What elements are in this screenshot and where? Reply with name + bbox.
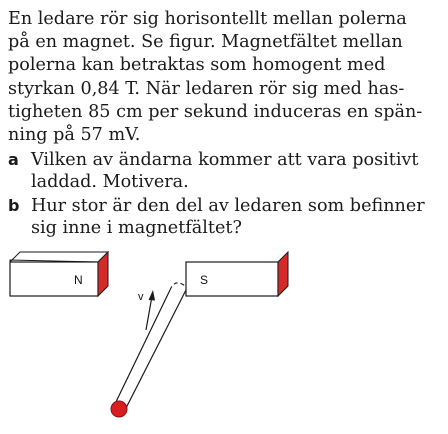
question-a bbox=[8, 149, 440, 193]
intro-line: på en magnet. Se figur. Magnetfältet mellan bbox=[8, 32, 403, 53]
intro-line: ning på 57 mV. bbox=[8, 125, 141, 146]
south-pole-face bbox=[278, 252, 288, 296]
north-pole-magnet bbox=[10, 252, 108, 434]
velocity-arrow-shaft bbox=[146, 296, 152, 330]
intro-line: tigheten 85 cm per sekund induceras en spän- bbox=[8, 101, 423, 122]
north-pole-top-face bbox=[10, 252, 108, 262]
problem-text bbox=[8, 8, 440, 239]
conductor-edge-left bbox=[114, 290, 170, 406]
question-letter-b: b bbox=[8, 196, 20, 216]
conductor bbox=[111, 283, 187, 417]
conductor-top-end bbox=[170, 283, 187, 290]
question-line: laddad. Motivera. bbox=[31, 172, 189, 193]
question-line: Hur stor är den del av ledaren som befinner bbox=[31, 196, 425, 217]
question-b bbox=[8, 195, 440, 239]
north-pole-front-face bbox=[10, 262, 98, 296]
conductor-bottom-end bbox=[111, 401, 127, 417]
magnet-figure bbox=[0, 273, 448, 434]
intro-line: styrkan 0,84 T. När ledaren rör sig med has- bbox=[8, 78, 405, 99]
velocity-label: v bbox=[138, 291, 144, 303]
question-line: Vilken av ändarna kommer att vara positivt bbox=[31, 150, 419, 171]
intro-line: En ledare rör sig horisontellt mellan polerna bbox=[8, 9, 407, 29]
north-pole-face bbox=[98, 252, 108, 296]
north-pole-label: N bbox=[74, 273, 83, 287]
conductor-edge-right bbox=[124, 290, 186, 412]
south-pole-label: S bbox=[200, 273, 209, 287]
velocity-arrow-head bbox=[149, 290, 156, 301]
question-line: sig inne i magnetfältet? bbox=[31, 218, 242, 239]
question-letter-a: a bbox=[8, 150, 19, 170]
velocity-arrow bbox=[138, 290, 155, 330]
problem-intro bbox=[8, 8, 440, 147]
intro-line: polerna kan betraktas som homogent med bbox=[8, 55, 386, 76]
south-pole-magnet bbox=[186, 252, 288, 434]
